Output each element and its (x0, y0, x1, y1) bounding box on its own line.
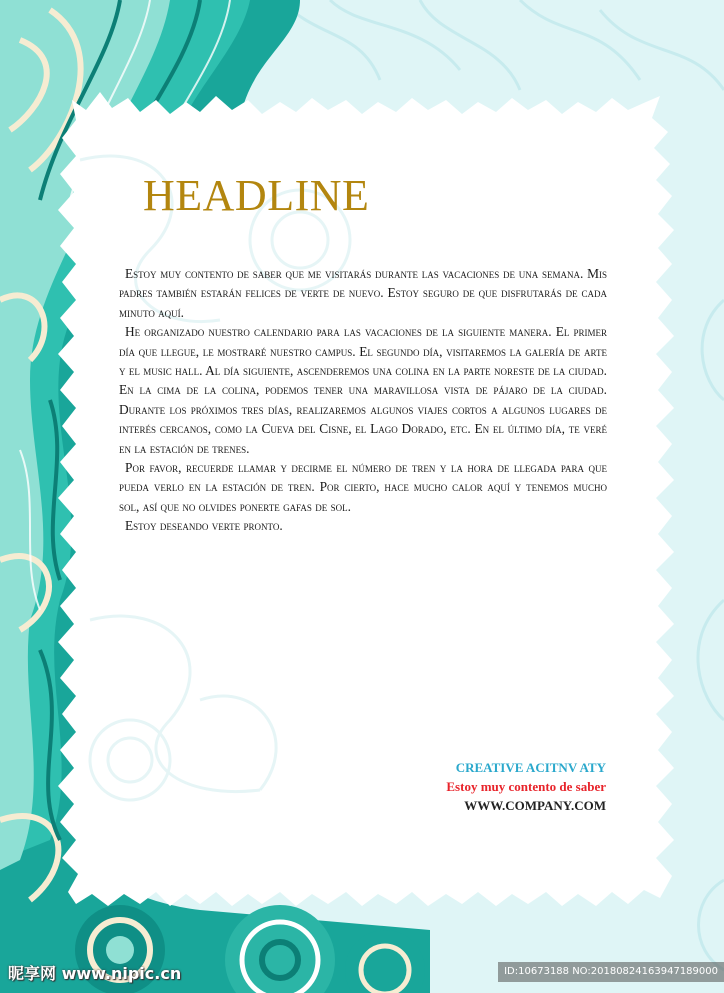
paragraph-4: Estoy deseando verte pronto. (125, 518, 283, 534)
paragraph-1: Estoy muy contento de saber que me visitarás durante las vacaciones de una semana. Mis padres también estarán felices de verte de nuevo. Estoy seguro de que disfrutarás de cada minuto aquí. (119, 266, 607, 320)
footer-website: WWW.COMPANY.COM (464, 798, 606, 813)
paragraph-2: He organizado nuestro calendario para las vacaciones de la siguiente manera. El primer día que llegue, le mostraré nuestro campus. El segundo día, visitaremos la galería de arte y el music hall. Al día siguiente, ascenderemos una colina en la parte noreste de la ciudad. En la cima de la colina, podemos tener una maravillosa vista de pájaro de la ciudad. Durante los próximos tres días, realizaremos algunos viajes cortos a algunos lugares de interés cercanos, como la Cueva del Cisne, el Lago Dorado, etc. En el último día, te veré en la estación de trenes. (119, 324, 607, 456)
footer-subtitle: Estoy muy contento de saber (446, 779, 606, 794)
watermark-id: ID:10673188 NO:20180824163947189000 (498, 962, 724, 982)
paragraph-3: Por favor, recuerde llamar y decirme el número de tren y la hora de llegada para que pueda verlo en la estación de tren. Por cierto, hace mucho calor aquí y tenemos mucho sol, así que no olvides ponerte gafas de sol. (119, 460, 607, 514)
footer-block (446, 758, 606, 815)
letter-body (119, 264, 607, 536)
headline: HEADLINE (143, 171, 370, 220)
footer-tagline: CREATIVE ACITNV ATY (455, 760, 606, 775)
watermark-logo: 昵享网 www.nipic.cn (8, 964, 182, 983)
